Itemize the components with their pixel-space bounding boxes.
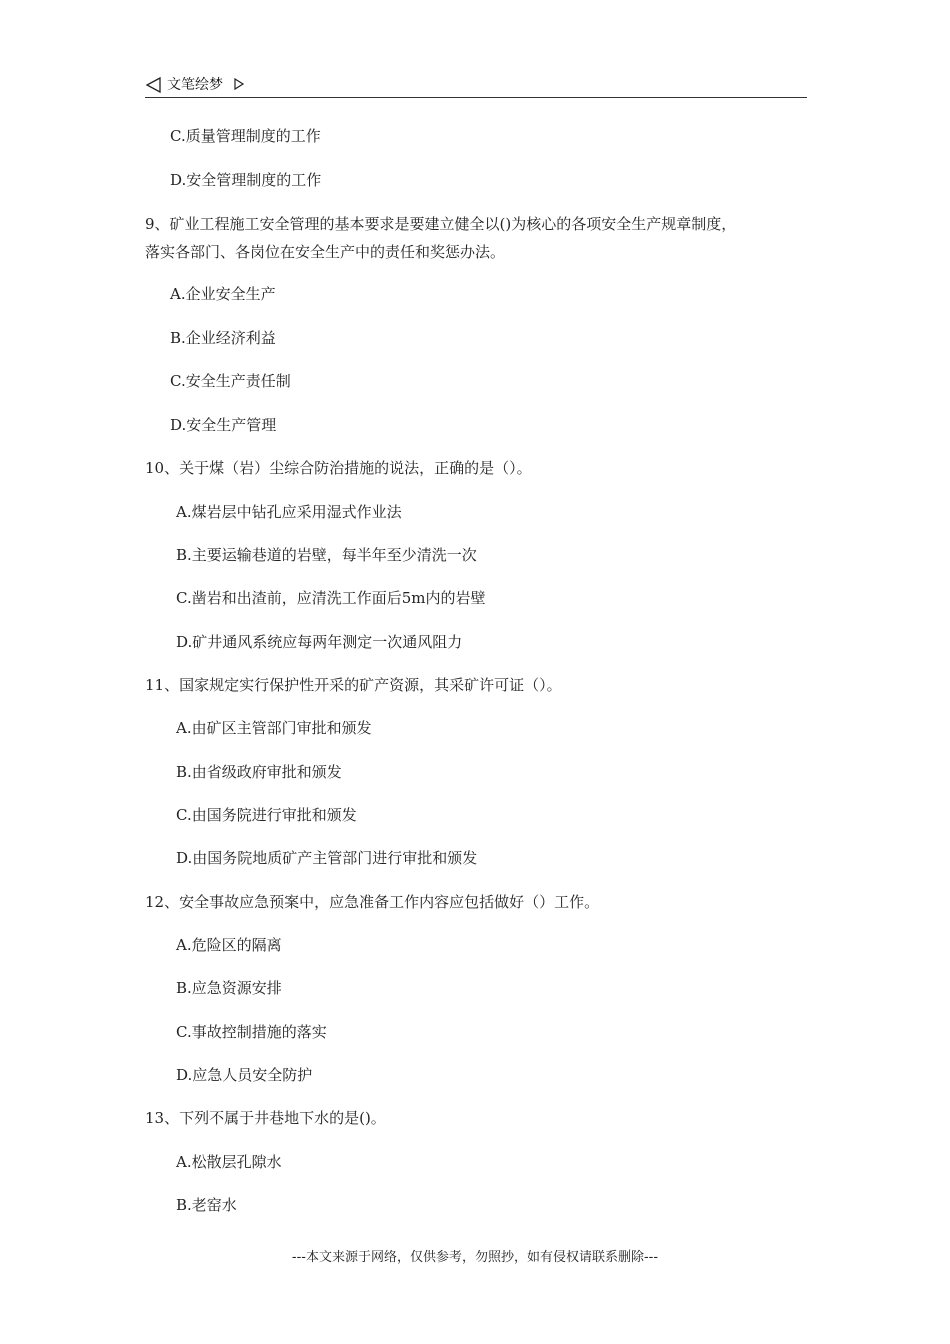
question-13-stem: 13、下列不属于井巷地下水的是()。 bbox=[145, 1109, 386, 1127]
question-13-option-a: A.松散层孔隙水 bbox=[176, 1153, 282, 1171]
question-10-option-d: D.矿井通风系统应每两年测定一次通风阻力 bbox=[176, 633, 463, 651]
question-10-option-c: C.凿岩和出渣前，应清洗工作面后5m内的岩壁 bbox=[176, 589, 486, 607]
question-9-option-b: B.企业经济利益 bbox=[170, 329, 276, 347]
question-12-stem: 12、安全事故应急预案中，应急准备工作内容应包括做好（）工作。 bbox=[145, 893, 600, 911]
question-9-stem: 9、矿业工程施工安全管理的基本要求是要建立健全以()为核心的各项安全生产规章制度， bbox=[145, 215, 737, 233]
question-9-option-d: D.安全生产管理 bbox=[170, 416, 277, 434]
question-13-option-b: B.老窑水 bbox=[176, 1196, 237, 1214]
question-11-option-a: A.由矿区主管部门审批和颁发 bbox=[176, 719, 372, 737]
header-title: 文笔绘梦 bbox=[167, 77, 223, 93]
question-11-option-d: D.由国务院地质矿产主管部门进行审批和颁发 bbox=[176, 849, 478, 867]
question-9-option-a: A.企业安全生产 bbox=[170, 285, 276, 303]
question-9-option-c: C.安全生产责任制 bbox=[170, 372, 291, 390]
triangle-left-icon bbox=[145, 76, 163, 98]
question-12-option-b: B.应急资源安排 bbox=[176, 979, 282, 997]
question-9-stem-cont: 落实各部门、各岗位在安全生产中的责任和奖惩办法。 bbox=[145, 243, 506, 261]
question-11-stem: 11、国家规定实行保护性开采的矿产资源，其采矿许可证（）。 bbox=[145, 676, 562, 694]
question-12-option-c: C.事故控制措施的落实 bbox=[176, 1023, 327, 1041]
question-11-option-c: C.由国务院进行审批和颁发 bbox=[176, 806, 357, 824]
question-12-option-a: A.危险区的隔离 bbox=[176, 936, 282, 954]
question-10-stem: 10、关于煤（岩）尘综合防治措施的说法，正确的是（）。 bbox=[145, 459, 532, 477]
question-11-option-b: B.由省级政府审批和颁发 bbox=[176, 763, 342, 781]
triangle-right-icon bbox=[233, 76, 245, 95]
question-10-option-b: B.主要运输巷道的岩壁，每半年至少清洗一次 bbox=[176, 546, 477, 564]
option-d: D.安全管理制度的工作 bbox=[170, 171, 322, 189]
question-12-option-d: D.应急人员安全防护 bbox=[176, 1066, 313, 1084]
question-10-option-a: A.煤岩层中钻孔应采用湿式作业法 bbox=[176, 503, 402, 521]
option-c: C.质量管理制度的工作 bbox=[170, 127, 321, 145]
header-divider bbox=[145, 97, 807, 98]
page-footer: ---本文来源于网络，仅供参考，勿照抄，如有侵权请联系删除--- bbox=[291, 1250, 659, 1265]
